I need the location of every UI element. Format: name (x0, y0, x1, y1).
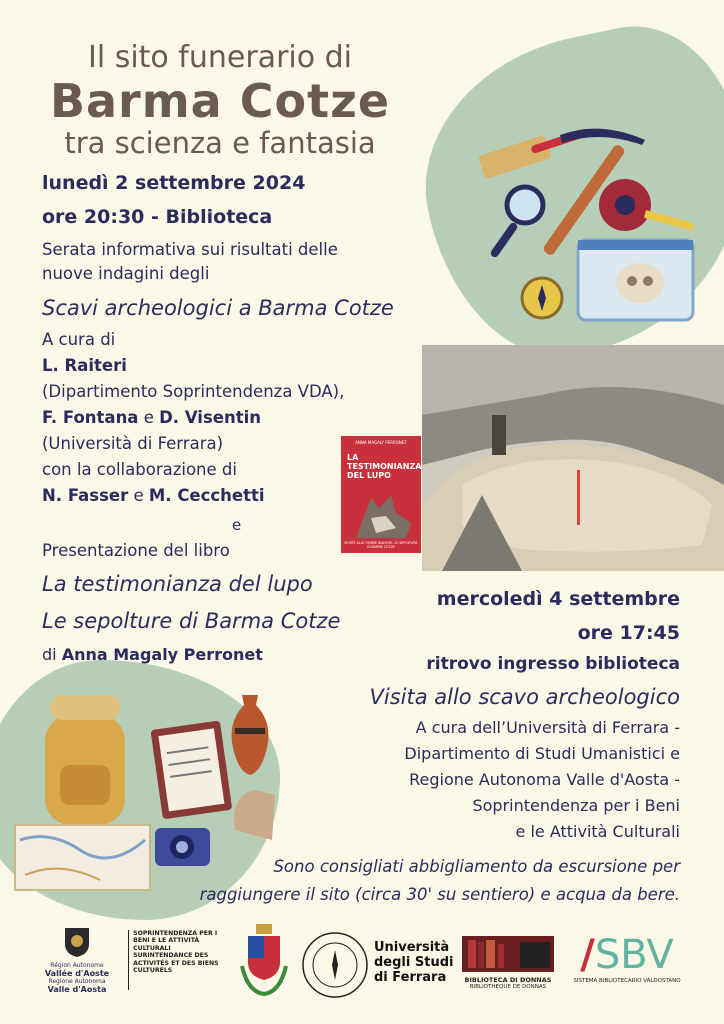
event2-place: ritrovo ingresso biblioteca (426, 654, 680, 674)
persons-fontana-visentin (42, 408, 261, 427)
book-intro: Presentazione del libro (42, 541, 230, 560)
compass-icon (522, 278, 562, 318)
region-label-1: Région Autonome (50, 962, 104, 969)
book-subtitle: Le sepolture di Barma Cotze (42, 609, 341, 633)
event2-line4: Soprintendenza per i Beni (472, 796, 680, 815)
title-line1: Il sito funerario di (87, 40, 353, 75)
event1-desc-line1: Serata informativa sui risultati delle (42, 240, 338, 259)
person-visentin: D. Visentin (159, 408, 262, 427)
gloves-icon (234, 790, 275, 840)
library-label-1: BIBLIOTECA DI DONNAS (464, 976, 552, 984)
and-text: e (128, 486, 149, 505)
amphora-icon (232, 695, 269, 775)
map-icon (15, 825, 150, 890)
wolf-icon (341, 488, 421, 538)
clipboard-icon (150, 720, 232, 819)
book-cover-title-2: TESTIMONIANZA (347, 462, 422, 471)
event2-line1: A cura dell’Università di Ferrara - (415, 718, 680, 737)
column-icon (126, 930, 129, 990)
backpack-icon (45, 695, 125, 825)
bookshelf-icon (462, 936, 554, 972)
event2-time: ore 17:45 (577, 622, 680, 644)
region-label-4: Valle d'Aosta (47, 985, 107, 994)
event1-time: ore 20:30 - Biblioteca (42, 206, 273, 228)
book-cover-title-1: LA (347, 453, 359, 462)
book-cover-title-3: DEL LUPO (347, 471, 391, 480)
event2-line2: Dipartimento di Studi Umanistici e (404, 744, 680, 763)
and-text: e (138, 408, 160, 427)
sbv-letters: SBV (594, 932, 674, 978)
book-title: La testimonianza del lupo (42, 572, 313, 596)
event1-date: lunedì 2 settembre 2024 (42, 172, 306, 194)
event2-line5: e le Attività Culturali (515, 822, 680, 841)
book-cover-author: ANNA MAGALY PERRONET (355, 440, 407, 445)
org-unife: (Università di Ferrara) (42, 434, 224, 453)
hiking-gear-illustration (10, 680, 280, 895)
magnifier-icon (489, 187, 543, 259)
region-label-2: Vallée d'Aoste (44, 969, 110, 978)
logo-unife-seal (300, 930, 370, 1000)
coat-of-arms-icon (62, 926, 92, 958)
org-soprintendenza: (Dipartimento Soprintendenza VDA), (42, 382, 345, 401)
event1-curated: A cura di (42, 330, 116, 349)
sbv-name: SISTEMA BIBLIOTECARIO VALDOSTANO (573, 978, 681, 984)
event2-line3: Regione Autonoma Valle d'Aosta - (409, 770, 680, 789)
region-label-3: Regione Autonoma (48, 978, 106, 985)
logo-biblioteca-donnas (460, 936, 556, 998)
logo-sbv (572, 932, 682, 1000)
note-line2: raggiungere il sito (circa 30' su sentiero) e acqua da bere. (199, 885, 680, 904)
author-name: Anna Magaly Perronet (61, 645, 263, 664)
municipal-crest-icon (238, 922, 290, 998)
unife-line2: degli Studi (374, 955, 454, 970)
person-raiteri: L. Raiteri (42, 356, 127, 375)
person-fasser: N. Fasser (42, 486, 129, 505)
book-author (42, 645, 263, 664)
persons-fasser-cecchetti (42, 486, 265, 505)
person-cecchetti: M. Cecchetti (148, 486, 265, 505)
sbv-mark (572, 932, 682, 978)
event1-desc-line2: nuove indagini degli (42, 264, 210, 283)
logo-comune-donnas (238, 922, 290, 998)
collab-text: con la collaborazione di (42, 460, 237, 479)
logo-regione-vda (44, 926, 110, 998)
event2-date: mercoledì 4 settembre (436, 588, 680, 610)
person-fontana: F. Fontana (42, 408, 139, 427)
logo-soprintendenza (126, 930, 222, 996)
book-cover (341, 436, 421, 553)
university-seal-icon (300, 930, 370, 1000)
logo-unife-text (374, 940, 453, 985)
brush-icon (478, 135, 552, 179)
excavation-photo (422, 345, 724, 571)
skull-bag-icon (578, 240, 693, 320)
unife-line1: Università (374, 940, 450, 955)
sopr-text: SOPRINTENDENZA PER I BENI E LE ATTIVITÀ CULTURALI SURINTENDANCE DES ACTIVITÉS ET DES BIENS CULTURELS (133, 930, 219, 975)
author-prefix: di (42, 645, 62, 664)
camera-icon (155, 828, 210, 866)
and-separator: e (232, 516, 242, 534)
event1-topic: Scavi archeologici a Barma Cotze (42, 296, 394, 320)
title-main: Barma Cotze (49, 74, 391, 128)
book-cover-subtitle: MORTE ALLE OMBRE BIANCHE. LE SEPOLTURE DI BARMA COTZE (344, 541, 418, 549)
tape-measure-icon (599, 179, 694, 231)
event2-topic: Visita allo scavo archeologico (369, 685, 680, 709)
archaeology-tools-illustration (470, 115, 710, 325)
library-label-2: BIBLIOTHEQUE DE DONNAS (469, 984, 547, 990)
sbv-slash-icon: / (580, 932, 595, 978)
note-line1: Sono consigliati abbigliamento da escursione per (273, 857, 680, 876)
unife-line3: di Ferrara (374, 970, 447, 985)
title-subtitle: tra scienza e fantasia (64, 126, 376, 160)
